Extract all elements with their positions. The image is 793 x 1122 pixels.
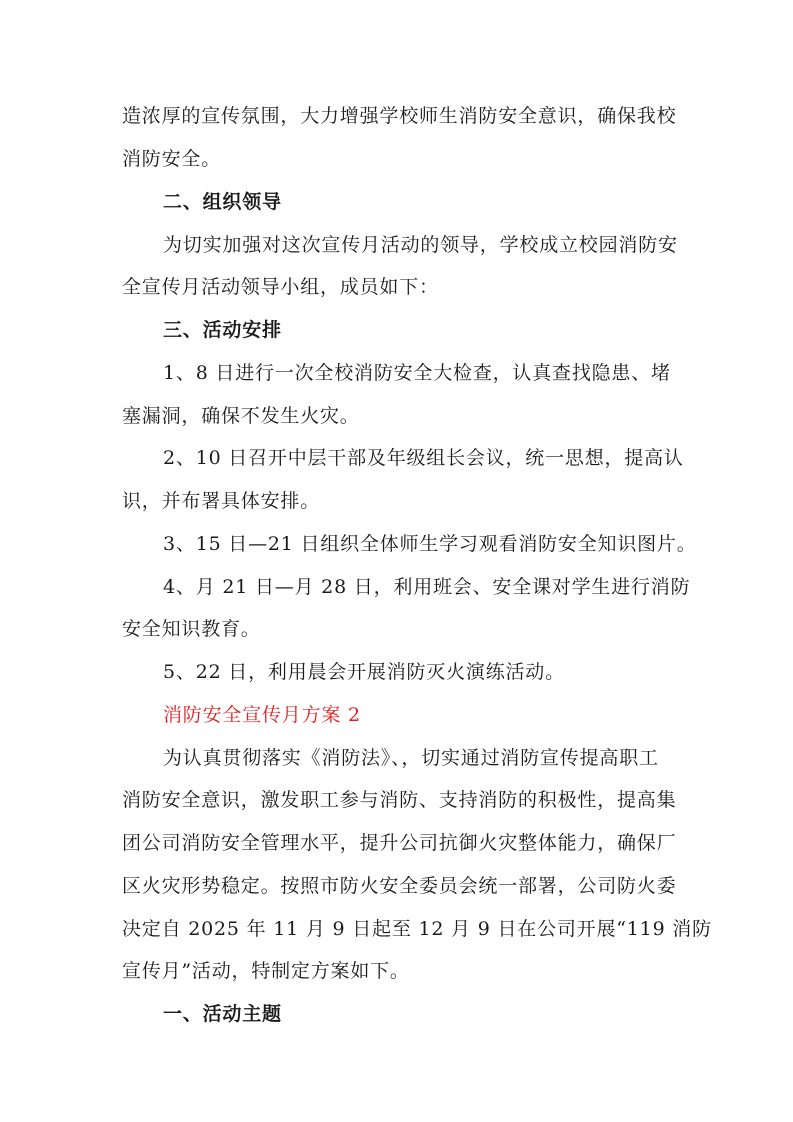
- paragraph-line: 为切实加强对这次宣传月活动的领导，学校成立校园消防安: [163, 234, 678, 256]
- section-heading-organization: 二、组织领导: [163, 191, 282, 213]
- plan-title: 消防安全宣传月方案 2: [163, 704, 361, 726]
- paragraph-line: 团公司消防安全管理水平，提升公司抗御火灾整体能力，确保厂: [122, 832, 677, 854]
- section-heading-theme: 一、活动主题: [163, 1003, 282, 1025]
- list-item-line: 3、15 日—21 日组织全体师生学习观看消防安全知识图片。: [163, 533, 697, 555]
- list-item-line: 塞漏洞，确保不发生火灾。: [122, 405, 360, 427]
- list-item-line: 安全知识教育。: [122, 618, 261, 640]
- paragraph-line: 决定自 2025 年 11 月 9 日起至 12 月 9 日在公司开展“119 消防: [122, 918, 712, 940]
- paragraph-line: 全宣传月活动领导小组，成员如下：: [122, 276, 439, 298]
- section-heading-activities: 三、活动安排: [163, 319, 282, 341]
- paragraph-line: 区火灾形势稳定。按照市防火安全委员会统一部署，公司防火委: [122, 875, 677, 897]
- list-item-line: 2、10 日召开中层干部及年级组长会议，统一思想，提高认: [163, 447, 684, 469]
- paragraph-line: 消防安全。: [122, 148, 222, 170]
- paragraph-line: 宣传月”活动，特制定方案如下。: [122, 960, 410, 982]
- list-item-line: 1、8 日进行一次全校消防安全大检查，认真查找隐患、堵: [163, 362, 671, 384]
- paragraph-line: 消防安全意识，激发职工参与消防、支持消防的积极性，提高集: [122, 789, 677, 811]
- list-item-line: 4、月 21 日—月 28 日，利用班会、安全课对学生进行消防: [163, 576, 691, 598]
- list-item-line: 5、22 日，利用晨会开展消防灭火演练活动。: [163, 661, 565, 683]
- list-item-line: 识，并布署具体安排。: [122, 490, 321, 512]
- paragraph-line: 造浓厚的宣传氛围，大力增强学校师生消防安全意识，确保我校: [122, 105, 677, 127]
- paragraph-line: 为认真贯彻落实《消防法》、，切实通过消防宣传提高职工: [163, 747, 659, 769]
